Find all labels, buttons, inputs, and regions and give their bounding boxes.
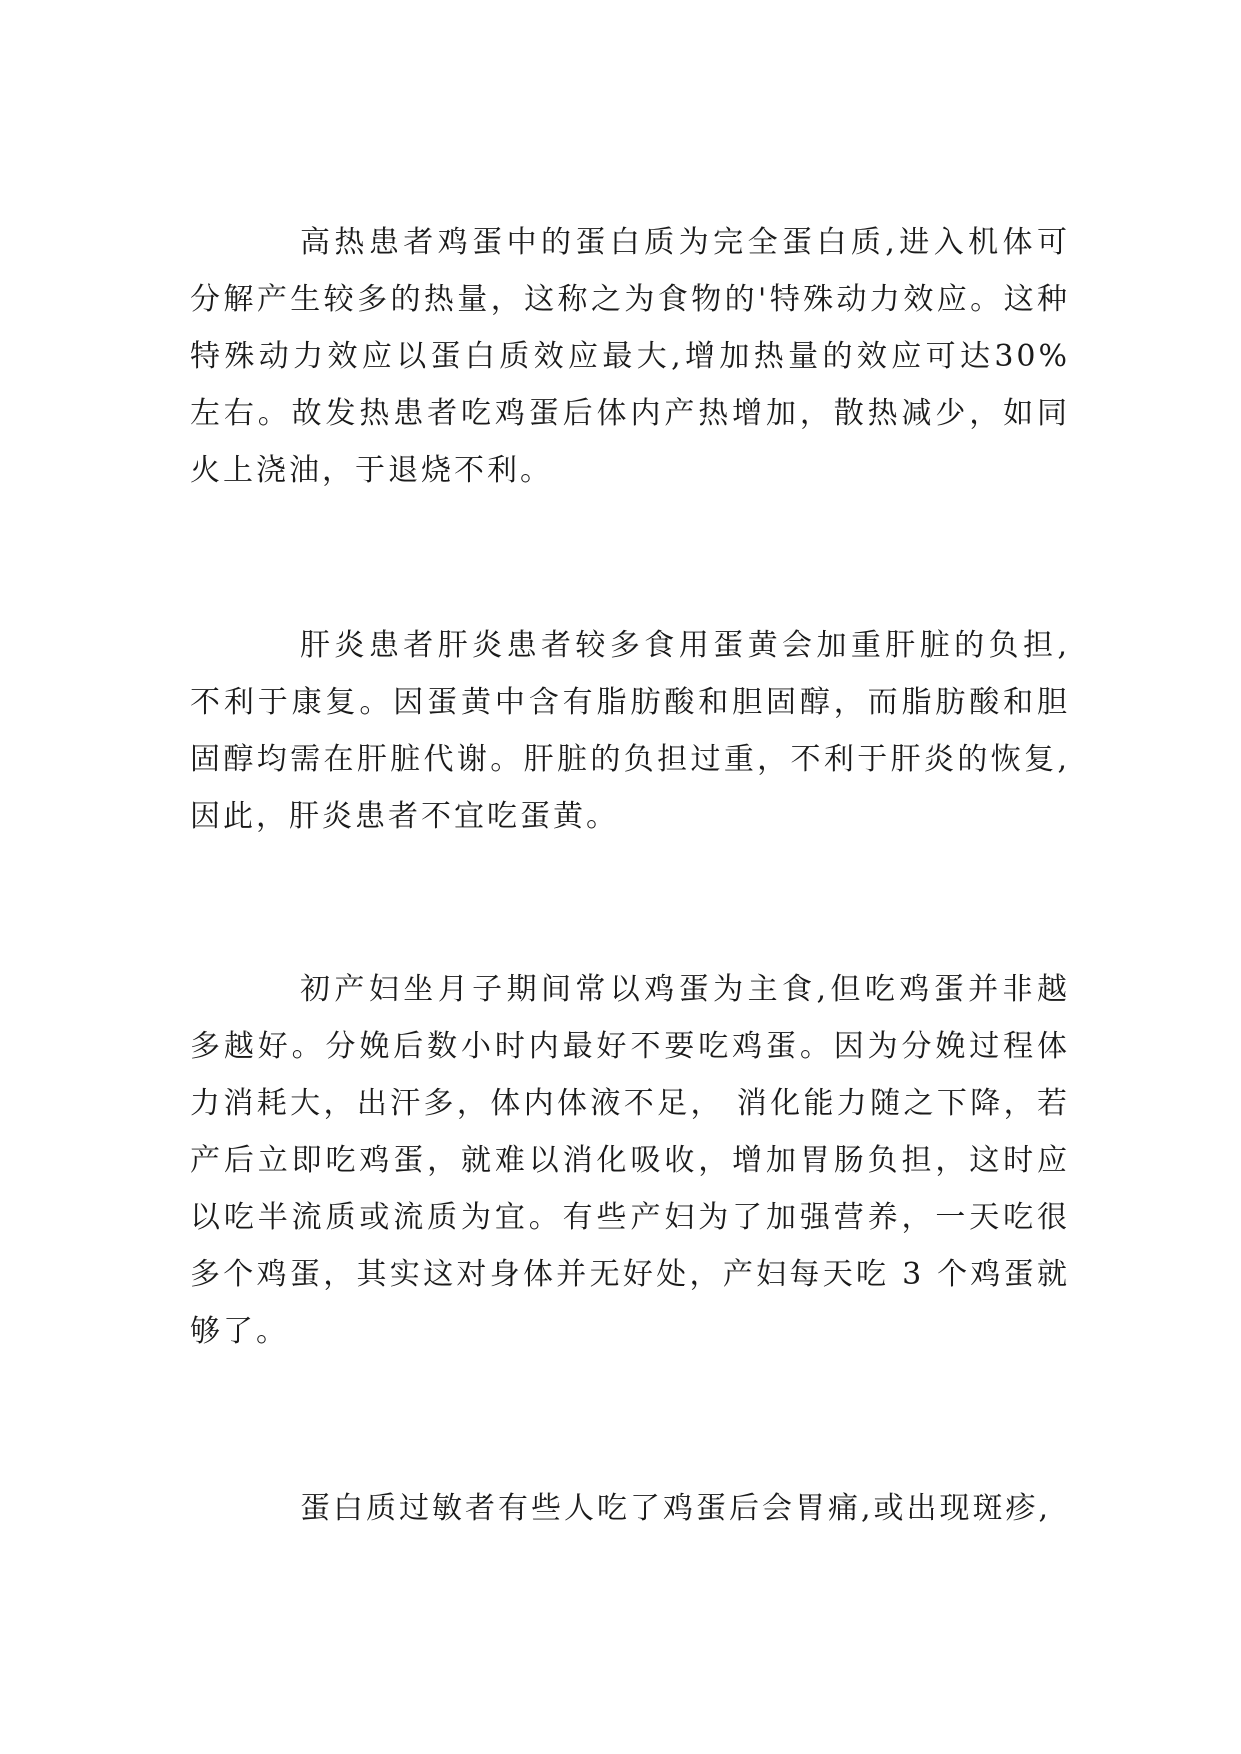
paragraph-postpartum-women: 初产妇坐月子期间常以鸡蛋为主食,但吃鸡蛋并非越多越好。分娩后数小时内最好不要吃鸡蛋。因为分娩过程体力消耗大，出汗多，体内体液不足， 消化能力随之下降，若产后立即吃鸡蛋，就难以消化吸收，增加胃肠负担，这时应以吃半流质或流质为宜。有些产妇为了加强营养，一天吃很多个鸡蛋，其实这对身体并无好处，产妇每天吃 3 个鸡蛋就够了。 [190,972,1070,1349]
paragraph-fever-patients: 高热患者鸡蛋中的蛋白质为完全蛋白质,进入机体可分解产生较多的热量，这称之为食物的'特殊动力效应。这种特殊动力效应以蛋白质效应最大,增加热量的效应可达30%左右。故发热患者吃鸡蛋后体内产热增加，散热减少，如同火上浇油，于退烧不利。 [190,225,1070,488]
paragraph-hepatitis-patients: 肝炎患者肝炎患者较多食用蛋黄会加重肝脏的负担,不利于康复。因蛋黄中含有脂肪酸和胆固醇，而脂肪酸和胆固醇均需在肝脏代谢。肝脏的负担过重，不利于肝炎的恢复,因此，肝炎患者不宜吃蛋黄。 [190,628,1070,834]
paragraph-protein-allergy: 蛋白质过敏者有些人吃了鸡蛋后会胃痛,或出现斑疹, [300,1491,1052,1526]
